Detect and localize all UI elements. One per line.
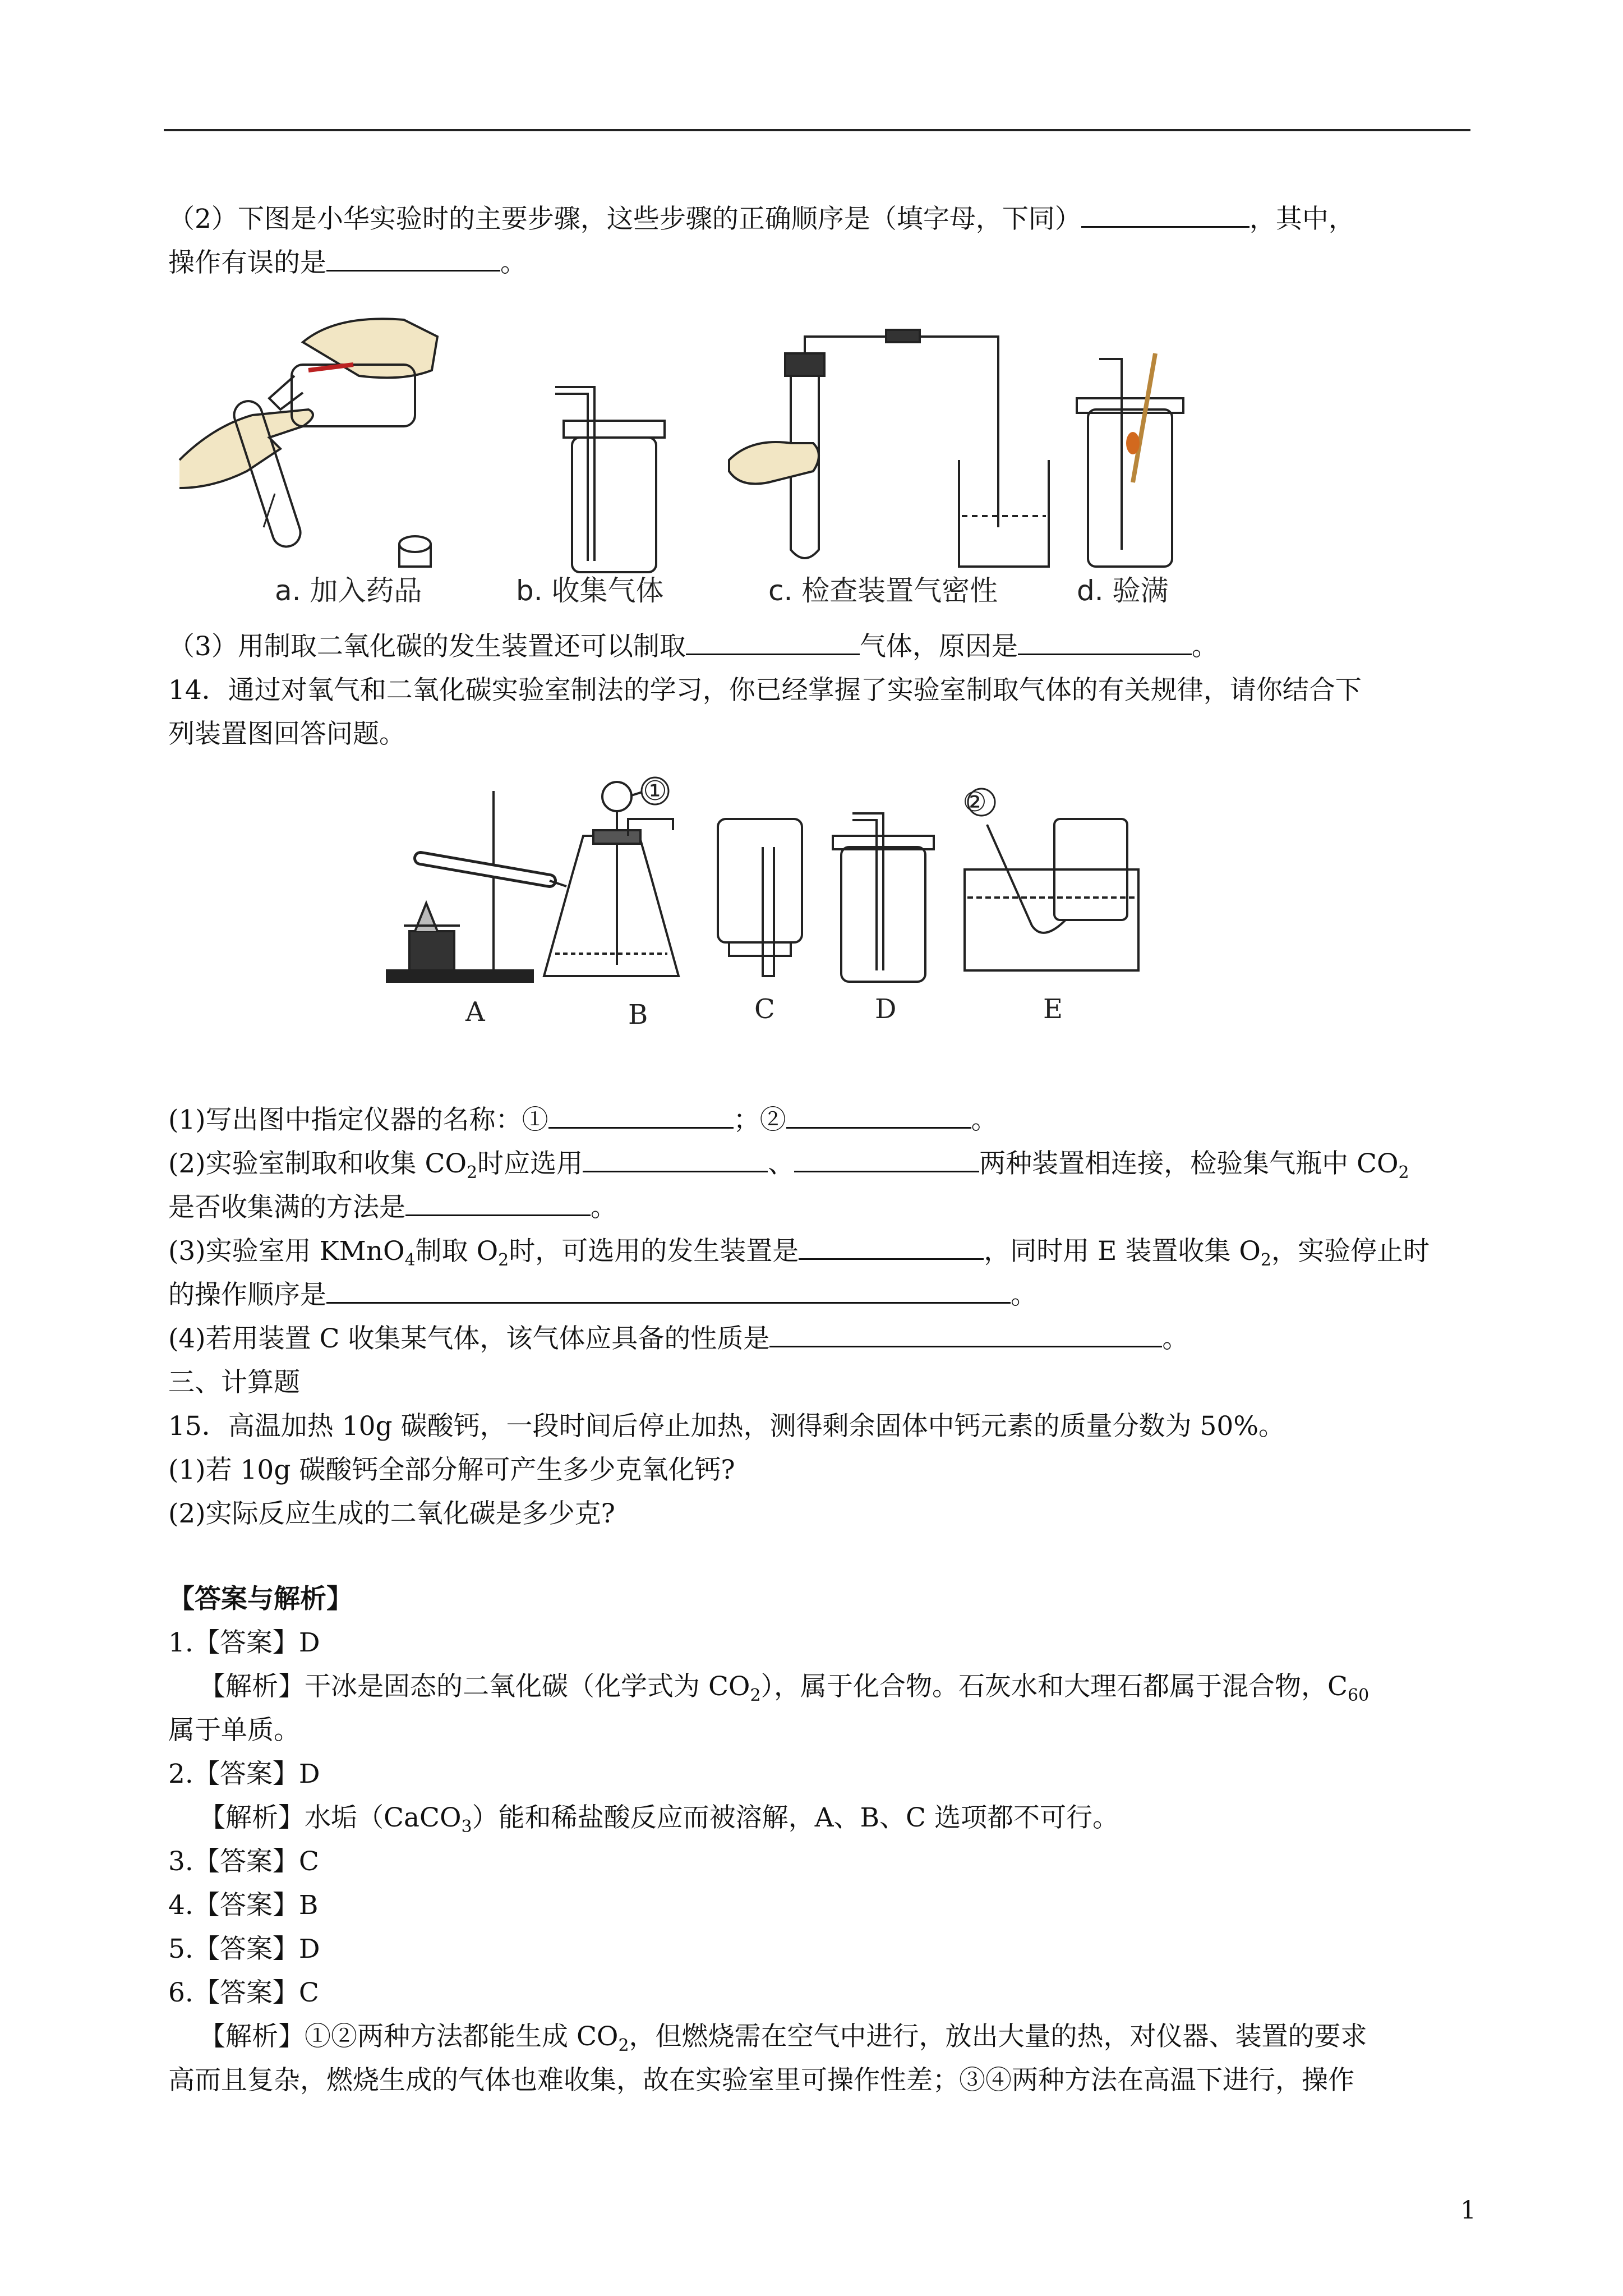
answer-blank[interactable] [548, 1101, 734, 1129]
subscript: 3 [461, 1817, 472, 1837]
q14-s2-text: (2)实验室制取和收集 CO [168, 1148, 467, 1179]
apparatus-figure [381, 774, 1256, 1032]
apparatus-c [718, 819, 802, 976]
q13-part3 [168, 625, 1218, 669]
explanation-text-b: ，但燃烧需在空气中进行，放出大量的热，对仪器、装置的要求 [629, 2021, 1367, 2052]
subscript: 60 [1348, 1686, 1370, 1705]
q14-s3-text-c: 时，可选用的发生装置是 [509, 1236, 799, 1267]
answer-1-explanation-cont: 属于单质。 [168, 1715, 300, 1746]
q15-s1: (1)若 10g 碳酸钙全部分解可产生多少克氧化钙? [168, 1455, 735, 1485]
subscript: 2 [1398, 1163, 1409, 1182]
explanation-text: 【解析】干冰是固态的二氧化碳（化学式为 CO [199, 1671, 750, 1702]
q14-s2-line1 [168, 1142, 1409, 1186]
answer-blank[interactable] [794, 1145, 979, 1172]
q14-s4 [168, 1317, 1188, 1361]
answer-6-explanation [168, 2015, 1367, 2059]
q15-s2: (2)实际反应生成的二氧化碳是多少克? [168, 1498, 615, 1529]
q14-s2-line2 [168, 1186, 617, 1230]
q14-s3-text-f: 的操作顺序是 [168, 1280, 326, 1310]
punct: 。 [971, 1105, 998, 1135]
q14-s2-text-d: 两种装置相连接，检验集气瓶中 CO [979, 1148, 1399, 1179]
label-d: D [875, 993, 897, 1025]
q13-part2-line1 [168, 197, 1355, 241]
experiment-steps-figure [168, 303, 1223, 617]
answer-blank[interactable] [686, 628, 860, 655]
step-a-illustration [179, 319, 437, 567]
subscript: 2 [1260, 1250, 1271, 1270]
label-b: B [628, 999, 648, 1030]
answer-blank[interactable] [326, 1276, 1011, 1304]
q14-s3-text-e: ，实验停止时 [1271, 1236, 1430, 1267]
apparatus-a [387, 791, 566, 982]
q14-s3-text-d: ，同时用 E 装置收集 O [984, 1236, 1261, 1267]
header-rule [164, 129, 1470, 131]
answer-3: 3.【答案】C [168, 1846, 319, 1877]
punct: 。 [591, 1192, 617, 1223]
page-number: 1 [1460, 2196, 1476, 2225]
answer-blank[interactable] [799, 1232, 984, 1260]
answer-1-explanation [168, 1665, 1369, 1709]
answer-blank[interactable] [326, 244, 500, 272]
subscript: 2 [750, 1686, 761, 1705]
q14-s1-text: (1)写出图中指定仪器的名称：① [168, 1105, 548, 1135]
answer-blank[interactable] [405, 1189, 591, 1216]
answer-blank[interactable] [769, 1320, 1162, 1347]
answer-blank[interactable] [1018, 628, 1192, 655]
answer-5: 5.【答案】D [168, 1934, 320, 1964]
step-d-illustration [1077, 353, 1183, 567]
answer-6: 6.【答案】C [168, 1977, 319, 2008]
answer-blank[interactable] [786, 1101, 971, 1129]
punct: 。 [1191, 631, 1218, 662]
answer-2-explanation [168, 1796, 1119, 1840]
subscript: 2 [618, 2036, 629, 2055]
punct: 。 [1162, 1323, 1189, 1354]
subscript: 4 [404, 1250, 416, 1270]
q13-part2-text: （2）下图是小华实验时的主要步骤，这些步骤的正确顺序是（填字母，下同） [168, 204, 1081, 234]
q14-s4-text: (4)若用装置 C 收集某气体，该气体应具备的性质是 [168, 1323, 770, 1354]
caption-c: c. 检查装置气密性 [768, 574, 998, 607]
q13-part2-text-b: ，其中， [1249, 204, 1355, 234]
q15-stem: 15．高温加热 10g 碳酸钙，一段时间后停止加热，测得剩余固体中钙元素的质量分数为 50%。 [168, 1411, 1285, 1442]
label-a: A [465, 996, 485, 1028]
subscript: 2 [467, 1163, 478, 1182]
caption-b: b. 收集气体 [516, 574, 664, 607]
explanation-text: 【解析】水垢（CaCO [199, 1802, 462, 1833]
explanation-text: 【解析】①②两种方法都能生成 CO [199, 2021, 619, 2052]
explanation-text-b: ）能和稀盐酸反应而被溶解，A、B、C 选项都不可行。 [472, 1802, 1119, 1833]
q14-intro-line1: 14．通过对氧气和二氧化碳实验室制法的学习，你已经掌握了实验室制取气体的有关规律，请你结合下 [168, 675, 1362, 706]
section-heading: 三、计算题 [168, 1367, 300, 1398]
q13-part2-text-c: 操作有误的是 [168, 247, 326, 278]
punct: 。 [500, 247, 527, 278]
answers-heading: 【答案与解析】 [168, 1584, 353, 1614]
answer-blank[interactable] [1081, 200, 1249, 228]
label-c: C [754, 993, 775, 1025]
marker-1: ① [643, 775, 667, 807]
answer-2: 2.【答案】D [168, 1759, 320, 1789]
q14-s3-text-b: 制取 O [415, 1236, 499, 1267]
step-c-illustration [729, 330, 1049, 567]
q14-s3-line1 [168, 1230, 1430, 1273]
q14-s3-line2 [168, 1273, 1037, 1317]
q13-part2-line2 [168, 241, 527, 285]
q14-intro-line2: 列装置图回答问题。 [168, 719, 405, 749]
apparatus-d [833, 813, 934, 982]
punct: 。 [1011, 1280, 1037, 1310]
punct: 、 [768, 1148, 795, 1179]
q14-s2-text-e: 是否收集满的方法是 [168, 1192, 405, 1223]
answer-4: 4.【答案】B [168, 1890, 319, 1921]
q14-s1-text-b: ；② [733, 1105, 786, 1135]
answer-blank[interactable] [583, 1145, 768, 1172]
step-b-illustration [555, 387, 665, 572]
marker-2: ② [962, 786, 987, 818]
q13-part3-text-b: 气体，原因是 [859, 631, 1018, 662]
q13-part3-text: （3）用制取二氧化碳的发生装置还可以制取 [168, 631, 686, 662]
explanation-text-b: ），属于化合物。石灰水和大理石都属于混合物，C [760, 1671, 1348, 1702]
apparatus-b [544, 777, 679, 976]
apparatus-e [965, 789, 1138, 970]
q14-s2-text-b: 时应选用 [477, 1148, 583, 1179]
label-e: E [1043, 993, 1063, 1025]
caption-d: d. 验满 [1077, 574, 1169, 607]
subscript: 2 [498, 1250, 509, 1270]
answer-6-explanation-cont: 高而且复杂，燃烧生成的气体也难收集，故在实验室里可操作性差；③④两种方法在高温下进行，操作 [168, 2065, 1354, 2096]
q14-s3-text: (3)实验室用 KMnO [168, 1236, 405, 1267]
caption-a: a. 加入药品 [275, 574, 422, 607]
answer-1: 1.【答案】D [168, 1627, 320, 1658]
q14-s1 [168, 1098, 998, 1142]
